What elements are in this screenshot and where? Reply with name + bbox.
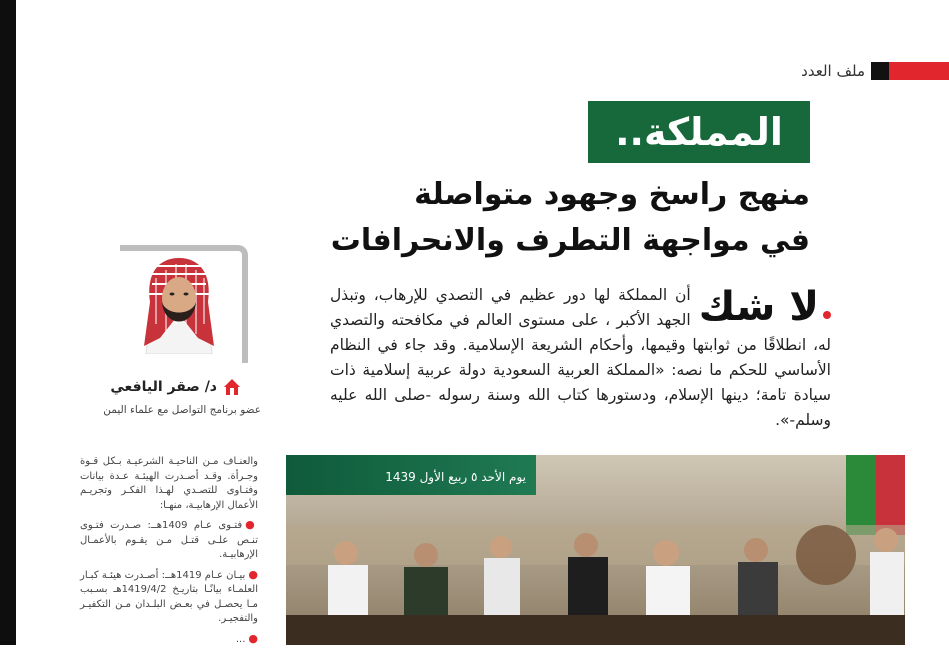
section-label: ملف العدد: [801, 62, 865, 80]
lead-dot-icon: [823, 311, 831, 319]
headline-subtitle: [290, 172, 810, 264]
bullet-icon: ●: [248, 631, 258, 645]
section-black-square: [871, 62, 889, 80]
article-lead-word: لا شك: [698, 284, 819, 330]
sidebar-item-1: [80, 518, 258, 563]
section-red-bar: [889, 62, 949, 80]
article-body: [330, 283, 831, 433]
author-name-row: [110, 378, 241, 396]
photo-banner-text: يوم الأحد ٥ ربيع الأول 1439: [385, 470, 526, 484]
summit-photo: [286, 455, 905, 645]
sidebar-item-3-text: ...: [235, 633, 246, 645]
bullet-icon: ●: [245, 518, 258, 531]
headline-title: المملكة..: [588, 101, 810, 163]
author-photo: [128, 254, 230, 354]
author-name: د/ صقر اليافعي: [110, 379, 217, 395]
sidebar-column: [80, 455, 258, 652]
sidebar-intro: والعنـاف مـن الناحيـة الشرعيـة بـكل قـوة وجـرأة. وقـد أصـدرت الهيئـة عـدة بيانات وفتـاوى للتصـدي لهـذا الفكـر وتجريـم الأعمال الإرهابيـة، منهـا:: [80, 456, 258, 511]
sidebar-item-1-text: فتـوى عـام 1409هــ: صـدرت فتـوى تنـص علـى قتـل مـن يقـوم بالأعمـال الإرهابيـة.: [80, 520, 258, 560]
headline-subtitle-line1: منهج راسخ وجهود متواصلة: [414, 177, 810, 212]
article-paragraph: أن المملكة لها دور عظيم في التصدي للإرهاب، وتبذل الجهد الأكبر ، على مستوى العالم في مكافحته والتصدي له، انطلاقًا من ثوابتها وقيمها، وأحكام الشريعة الإسلامية. وقد جاء في النظام الأساسي للحكم ما نصه: «المملكة العربية السعودية دولة عربية إسلامية ذات سيادة تامة؛ دينها الإسلام، ودستورها كتاب الله وسنة رسوله -صلى الله عليه وسلم-».: [330, 286, 831, 429]
author-title: عضو برنامج التواصل مع علماء اليمن: [103, 404, 261, 416]
headline-subtitle-line2: في مواجهة التطرف والانحرافات: [330, 223, 810, 258]
sidebar-item-2-text: بيـان عـام 1419هــ: أصـدرت هيئـة كبـار العلمـاء بيانًـا بتاريـخ 1419/4/2هـ بسـبب مـا يحصـل في بعـض البلـدان مـن التكفيـر والتفجيـر.: [80, 569, 258, 624]
section-header: [769, 60, 949, 82]
bullet-icon: ●: [248, 567, 258, 581]
sidebar-item-2: [80, 568, 258, 627]
home-icon: [223, 378, 241, 396]
page-edge-shadow: [0, 0, 16, 645]
